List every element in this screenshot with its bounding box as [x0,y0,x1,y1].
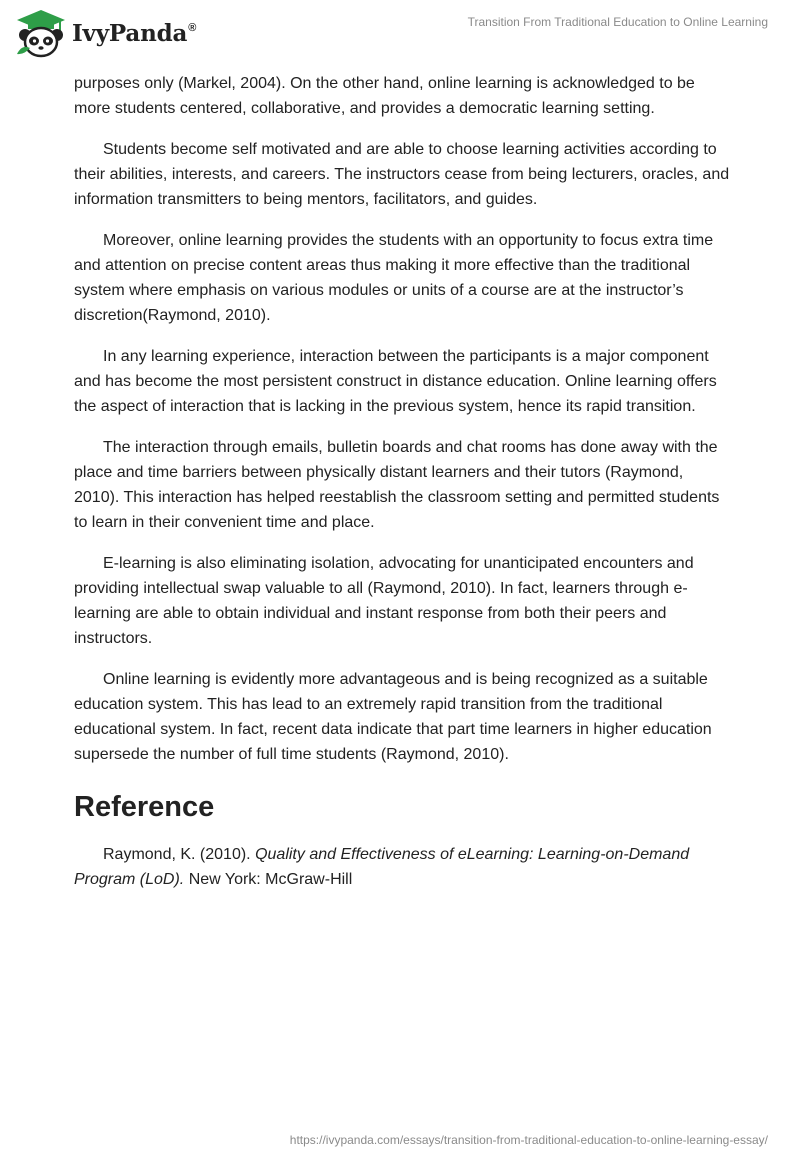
paragraph-5: The interaction through emails, bulletin boards and chat rooms has done away with the place and time barriers between physically distant learners and their tutors (Raymond, 2010). This interaction has helped reestablish the classroom setting and permitted students to learn in their convenient time and place. [74,439,720,531]
reference-entry [74,842,730,892]
paragraph-2: Students become self motivated and are able to choose learning activities according to their abilities, interests, and careers. The instructors cease from being lecturers, oracles, and information transmitters to being mentors, facilitators, and guides. [74,141,730,208]
reference-authors: Raymond, K. (2010). [103,846,256,863]
page-header [0,0,800,60]
paragraph-4: In any learning experience, interaction between the participants is a major component and has become the most persistent construct in distance education. Online learning offers the aspect of interaction that is lacking in the previous system, hence its rapid transition. [74,348,717,415]
essay-content [74,71,730,908]
reference-title: Quality and Effectiveness of eLearning: Learning-on-Demand Program (LoD). [74,846,690,888]
paragraph-7: Online learning is evidently more advantageous and is being recognized as a suitable education system. This has lead to an extremely rapid transition from the traditional educational system. In fact, recent data indicate that part time learners in higher education supersede the number of full time students (Raymond, 2010). [74,671,712,763]
source-url[interactable]: https://ivypanda.com/essays/transition-from-traditional-education-to-online-learning-essay/ [289,1133,768,1147]
document-title: Transition From Traditional Education to Online Learning [467,15,768,29]
paragraph-1: purposes only (Markel, 2004). On the other hand, online learning is acknowledged to be more students centered, collaborative, and provides a democratic learning setting. [74,75,695,117]
paragraph-3: Moreover, online learning provides the students with an opportunity to focus extra time and attention on precise content areas thus making it more effective than the traditional system where emphasis on various modules or units of a course are at the instructor’s discretion(Raymond, 2010). [74,232,714,324]
brand-name: IvyPanda® [72,19,197,47]
reference-publisher: New York: McGraw-Hill [184,871,353,888]
paragraph-6: E-learning is also eliminating isolation, advocating for unanticipated encounters and providing intellectual swap valuable to all (Raymond, 2010). In fact, learners through e-learning are able to obtain individual and instant response from both their peers and instructors. [74,555,694,647]
brand-logo[interactable] [14,8,196,58]
reference-heading: Reference [74,791,215,823]
panda-graduate-icon [14,8,68,58]
registered-mark: ® [188,21,197,34]
